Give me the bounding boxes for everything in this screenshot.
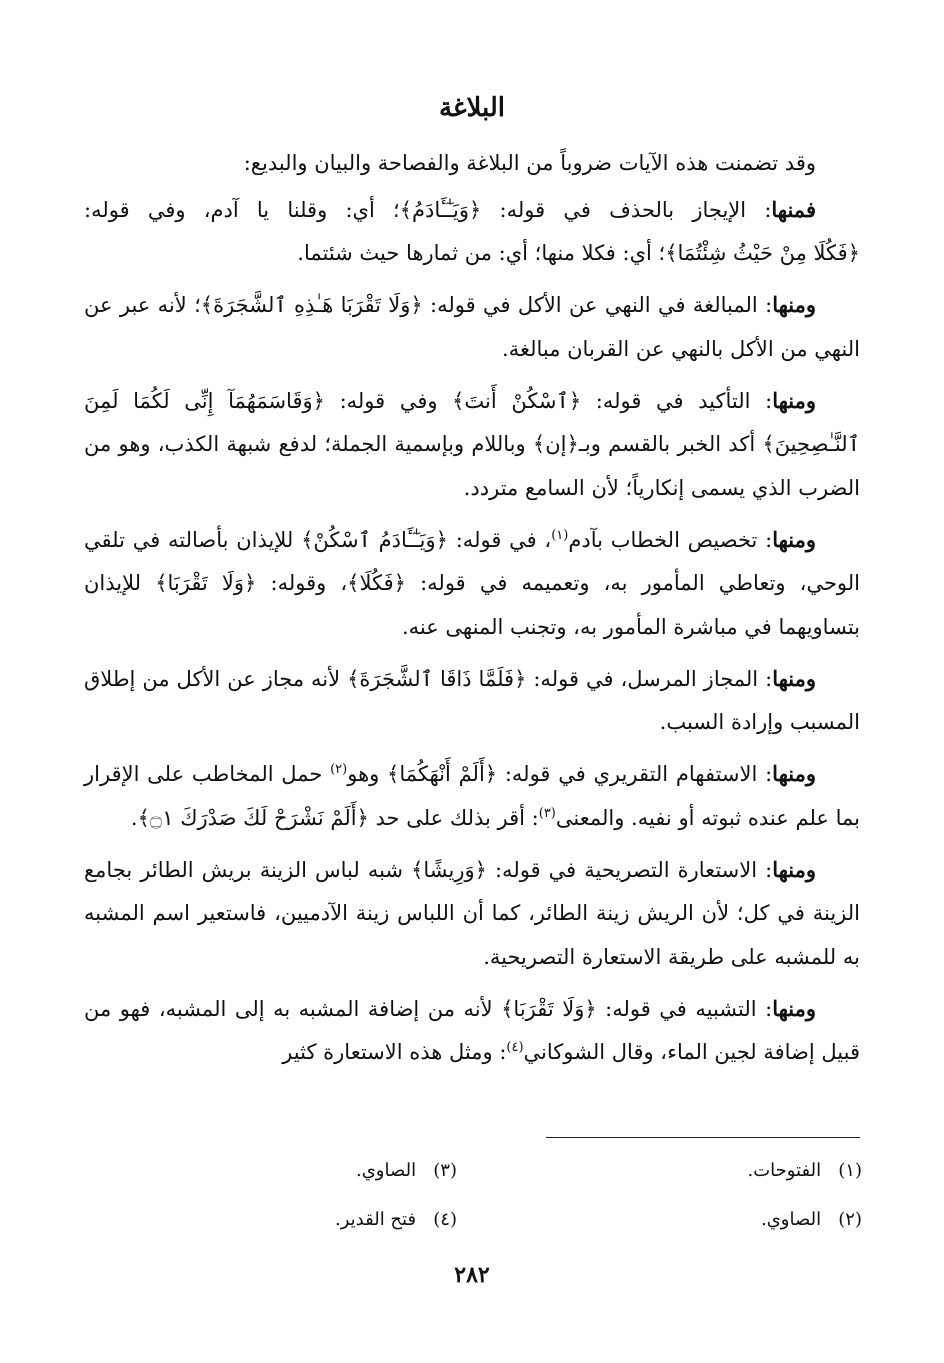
paragraph-tashbih (84, 987, 860, 1075)
paragraph-lead: ومنها (772, 995, 816, 1021)
quran-quote: ﴿فَكُلَا﴾ (347, 571, 406, 596)
quran-quote: ﴿فَلَمَّا ذَاقَا ٱلشَّجَرَةَ﴾ (347, 666, 527, 691)
paragraph-lead: ومنها (772, 387, 816, 413)
paragraph-text: ؛ لأنه عبر عن النهي من الأكل بالنهي عن القربان مبالغة. (84, 293, 860, 361)
paragraph-text: وفي قوله: (324, 388, 453, 413)
footnote-1 (747, 1156, 862, 1186)
intro-paragraph: وقد تضمنت هذه الآيات ضروباً من البلاغة والفصاحة والبيان والبديع: (243, 151, 816, 175)
footnote-text: فتح القدير. (335, 1209, 417, 1230)
footnote-3 (356, 1156, 457, 1186)
paragraph-text: ، في قوله: (447, 527, 552, 552)
footnote-2 (761, 1205, 862, 1235)
paragraph-text: أكد الخبر بالقسم وبـ (578, 432, 763, 457)
quran-quote: ﴿وَيَـٰٓـَٔادَمُ﴾ (399, 197, 482, 222)
paragraph-text: : أقر بذلك على حد (368, 805, 539, 830)
quran-quote: ﴿وَرِيشًا﴾ (411, 857, 487, 882)
paragraph-text: : المجاز المرسل، في قوله: (526, 666, 773, 691)
quran-quote: ﴿ٱسْكُنْ أَنتَ﴾ (452, 388, 582, 413)
paragraph-majaz (84, 657, 860, 745)
paragraph-text: : ومثل هذه الاستعارة كثير (282, 1040, 507, 1065)
quran-quote: ﴿وَقَاسَمَهُمَآ إِنِّى لَكُمَا لَمِنَ ٱلنَّـٰصِحِينَ﴾ (84, 388, 860, 457)
paragraph-text: : التأكيد في قوله: (581, 388, 773, 413)
footnote-4 (335, 1205, 457, 1235)
paragraph-lead: ومنها (772, 526, 817, 552)
paragraph-lead: ومنها (772, 856, 816, 882)
page-title: البلاغة (438, 93, 506, 123)
quran-quote: ﴿وَلَا تَقْرَبَا هَـٰذِهِ ٱلشَّجَرَةَ﴾ (200, 293, 423, 318)
footnote-text: الصاوي. (761, 1209, 822, 1230)
paragraph-lead: ومنها (772, 761, 816, 787)
footnote-marker[interactable]: (٢) (330, 762, 348, 778)
quran-quote: ﴿وَلَا تَقْرَبَا﴾ (501, 996, 597, 1021)
paragraph-text: للإيذان بأصالته في تلقي الوحي، وتعاطي المأمور به، وتعميمه في قوله: (84, 527, 861, 596)
footnote-number: (٤) (433, 1209, 457, 1230)
paragraph-text: ، وقوله: (256, 571, 348, 596)
paragraph-mubalagha (84, 283, 860, 371)
paragraph-text: شبه لباس الزينة بريش الطائر بجامع الزينة في كل؛ لأن الريش زينة الطائر، كما أن اللباس زينة الآدميين، فاستعير اسم المشبه به للمشبه على طريقة الاستعارة التصريحية. (84, 857, 860, 969)
paragraph-text: . (130, 805, 138, 830)
paragraph-takid (84, 379, 860, 511)
quran-quote: ﴿وَلَا تَقْرَبَا﴾ (155, 571, 257, 596)
quran-quote: ﴿إن﴾ (532, 432, 579, 457)
paragraph-text: للإيذان بتساويهما في مباشرة المأمور به، وتجنب المنهى عنه. (84, 571, 860, 640)
footnote-number: (٢) (838, 1209, 862, 1230)
footnote-number: (٣) (433, 1160, 457, 1181)
paragraph-text: حمل المخاطب على الإقرار بما علم عنده ثبوته أو نفيه. والمعنى (84, 762, 860, 830)
paragraph-text: لأنه من إضافة المشبه به إلى المشبه، فهو من قبيل إضافة لجين الماء، وقال الشوكاني (84, 996, 860, 1065)
paragraph-text: وباللام وبإسمية الجملة؛ لدفع شبهة الكذب، وهو من الضرب الذي يسمى إنكارياً؛ لأن السامع متردد. (84, 432, 860, 500)
paragraph-text: : التشبيه في قوله: (596, 996, 773, 1021)
footnote-marker[interactable]: (١) (551, 527, 569, 543)
quran-quote: ﴿أَلَمْ نَشْرَحْ لَكَ صَدْرَكَ ۝١﴾ (137, 805, 369, 830)
quran-quote: ﴿أَلَمْ أَنْهَكُمَا﴾ (387, 762, 498, 787)
page-body (84, 142, 860, 1082)
paragraph-ijaz (84, 188, 860, 276)
footnote-number: (١) (838, 1160, 862, 1181)
footnote-divider (546, 1137, 860, 1138)
paragraph-istifham (84, 752, 860, 840)
quran-quote: ﴿وَيَـٰٓـَٔادَمُ ٱسْكُنْ﴾ (301, 527, 448, 552)
paragraph-lead: ومنها (772, 665, 817, 691)
paragraph-istiara (84, 848, 860, 980)
paragraph-text: : الإيجاز بالحذف في قوله: (481, 197, 772, 222)
quran-quote: ﴿فَكُلَا مِنْ حَيْثُ شِئْتُمَا﴾ (665, 241, 860, 266)
paragraph-text: وهو (347, 762, 388, 787)
page-number: ٢٨٢ (454, 1262, 490, 1288)
footnote-marker[interactable]: (٣) (538, 805, 556, 821)
paragraph-lead: ومنها (772, 292, 816, 318)
paragraph-text: لأنه مجاز عن الأكل من إطلاق المسبب وإرادة السبب. (84, 666, 860, 735)
paragraph-takhsis (84, 518, 860, 650)
paragraph-text: : المبالغة في النهي عن الأكل في قوله: (422, 293, 773, 318)
footnote-text: الصاوي. (356, 1160, 417, 1181)
paragraph-lead: فمنها (771, 196, 816, 222)
footnote-marker[interactable]: (٤) (506, 1040, 524, 1056)
paragraph-text: : الاستفهام التقريري في قوله: (497, 762, 773, 787)
paragraph-text: : تخصيص الخطاب بآدم (568, 527, 773, 552)
paragraph-text: : الاستعارة التصريحية في قوله: (486, 857, 773, 882)
paragraph-text: ؛ أي: وقلنا يا آدم، وفي قوله: (84, 197, 400, 222)
footnote-text: الفتوحات. (747, 1160, 822, 1181)
paragraph-text: ؛ أي: فكلا منها؛ أي: من ثمارها حيث شئتما. (297, 241, 666, 266)
